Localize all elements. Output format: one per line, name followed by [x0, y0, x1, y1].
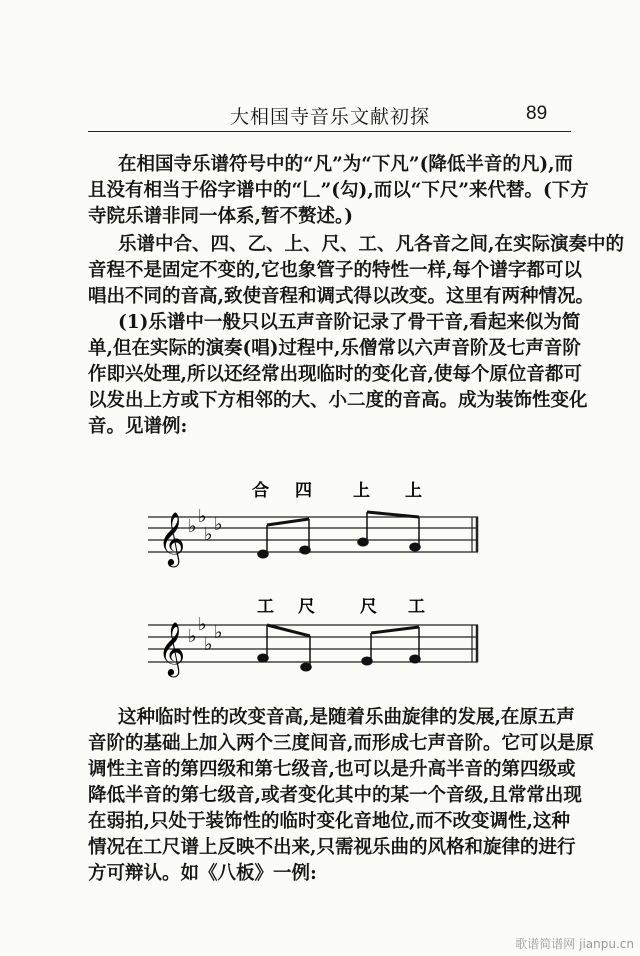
flat-icon: ♭ [188, 516, 197, 537]
flat-icon: ♭ [198, 614, 207, 635]
gongche-label: 工 [257, 597, 274, 617]
header-rule [88, 131, 571, 132]
text-line: 情况在工尺谱上反映不出来,只需视乐曲的风格和旋律的进行 [88, 837, 576, 858]
music-example [140, 470, 490, 690]
flat-icon: ♭ [188, 626, 197, 647]
gongche-label: 上 [405, 481, 422, 501]
text-line: 调性主音的第四级和第七级音,也可以是升高半音的第四级或 [88, 759, 576, 780]
text-line: 以发出上方或下方相邻的大、小二度的音高。成为装饰性变化 [88, 390, 588, 411]
text-line: 单,但在实际的演奏(唱)过程中,乐僧常以六声音阶及七声音阶 [88, 338, 581, 359]
treble-clef-icon: 𝄞 [158, 621, 186, 675]
text-line: 音阶的基础上加入两个三度间音,而形成七声音阶。它可以是原 [88, 733, 594, 754]
notes-1 [258, 512, 420, 558]
page-number: 89 [526, 103, 548, 124]
watermark-en: jianpu.cn [579, 937, 634, 951]
text-line: 降低半音的第七级音,或者变化其中的某一个音级,且常常出现 [88, 785, 582, 806]
notes-2 [258, 625, 420, 671]
text-line: 音程不是固定不变的,它也象管子的特性一样,每个谱字都可以 [88, 260, 582, 281]
text-line: 且没有相当于俗字谱中的“𠃊”(勾),而以“下尺”来代替。(下方 [88, 180, 589, 201]
text-line: 乐谱中合、四、乙、上、尺、工、凡各音之间,在实际演奏中的 [118, 234, 624, 255]
text-line: 作即兴处理,所以还经常出现临时的变化音,使每个原位音都可 [88, 364, 582, 385]
running-header-title: 大相国寺音乐文献初探 [229, 106, 430, 128]
watermark [515, 935, 634, 952]
text-line: 在相国寺乐谱符号中的“凡”为“下凡”(降低半音的凡),而 [118, 154, 574, 175]
flat-icon: ♭ [204, 524, 213, 545]
gongche-label: 尺 [360, 597, 377, 617]
gongche-label: 工 [408, 597, 425, 617]
text-line: (1)乐谱中一般只以五声音阶记录了骨干音,看起来似为简 [118, 312, 581, 333]
gongche-label: 合 [252, 481, 269, 501]
text-line: 方可辩认。如《八板》一例: [88, 863, 317, 884]
flat-icon: ♭ [198, 506, 207, 527]
gongche-label: 尺 [298, 597, 315, 617]
flat-icon: ♭ [204, 634, 213, 655]
text-line: 唱出不同的音高,致使音程和调式得以改变。这里有两种情况。 [88, 286, 594, 307]
flat-icon: ♭ [214, 622, 223, 643]
flat-icon: ♭ [214, 514, 223, 535]
watermark-cn: 歌谱简谱网 [515, 937, 576, 951]
gongche-label: 四 [295, 481, 312, 501]
text-line: 寺院乐谱非同一体系,暂不赘述。) [88, 206, 353, 227]
text-line: 在弱拍,只处于装饰性的临时变化音地位,而不改变调性,这种 [88, 811, 570, 832]
text-line: 音。见谱例: [88, 416, 188, 437]
text-line: 这种临时性的改变音高,是随着乐曲旋律的发展,在原五声 [118, 707, 575, 728]
treble-clef-icon: 𝄞 [158, 511, 186, 565]
gongche-label: 上 [353, 481, 370, 501]
